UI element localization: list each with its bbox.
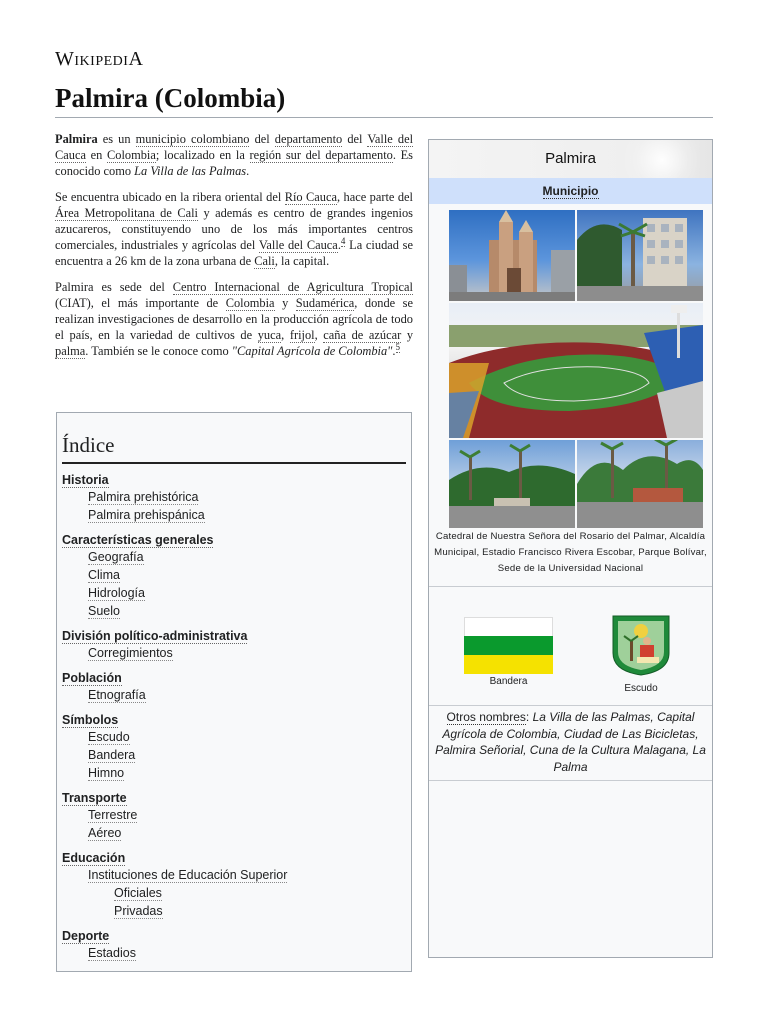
photo-montage[interactable] <box>429 204 712 529</box>
toc-subsubsection-label[interactable]: Oficiales <box>114 886 162 900</box>
link-frijol[interactable]: frijol <box>289 328 315 342</box>
flag-stripe-white <box>464 617 553 636</box>
article-intro <box>55 131 413 369</box>
link-palma[interactable]: palma <box>55 344 86 358</box>
link-cali[interactable]: Cali <box>254 254 275 268</box>
toc-section[interactable] <box>62 790 406 806</box>
toc-subsection-label[interactable]: Bandera <box>88 748 136 762</box>
link-departamento[interactable]: departamento <box>274 132 343 146</box>
toc-section[interactable] <box>62 670 406 686</box>
link-ciat[interactable]: Centro Internacional de Agricultura Tropical <box>172 280 413 294</box>
wordmark-end: A <box>128 48 144 70</box>
toc-section[interactable] <box>62 472 406 488</box>
link-region-sur[interactable]: región sur del departamento <box>249 148 393 162</box>
flag-label: Bandera <box>489 676 528 687</box>
toc-gap <box>62 662 406 668</box>
toc-subsection[interactable] <box>62 806 406 824</box>
infobox-title <box>429 140 712 178</box>
toc-subsection-label[interactable]: Etnografía <box>88 688 146 702</box>
infobox-title-text: Palmira <box>545 150 596 167</box>
toc-subsection-label[interactable]: Estadios <box>88 946 136 960</box>
universidad-nacional-photo[interactable] <box>577 440 703 528</box>
other-names: Otros nombres: La Villa de las Palmas, Capital Agrícola de Colombia, Ciudad de Las Bicicletas, Palmira Señorial, Cuna de la Cultura Malagana, La Palma <box>435 710 706 774</box>
other-names-value: La Villa de las Palmas, Capital Agrícola de Colombia, Ciudad de Las Bicicletas, Palmira Señorial, Cuna de la Cultura Malagana, La Palma <box>435 710 706 774</box>
shield-label: Escudo <box>624 683 658 694</box>
toc-subsection-label[interactable]: Instituciones de Educación Superior <box>88 868 288 882</box>
alcaldia-photo[interactable] <box>577 210 703 301</box>
toc-subsection[interactable] <box>62 764 406 782</box>
parque-bolivar-photo[interactable] <box>449 440 575 528</box>
subject-name: Palmira <box>55 132 98 146</box>
toc-section-label[interactable]: Historia <box>62 473 109 487</box>
toc-subsection[interactable] <box>62 566 406 584</box>
toc-gap <box>62 782 406 788</box>
infobox-subtitle <box>429 178 712 204</box>
link-yuca[interactable]: yuca <box>257 328 282 342</box>
toc-section-label[interactable]: Educación <box>62 851 126 865</box>
link-colombia-2[interactable]: Colombia <box>225 296 275 310</box>
link-municipio[interactable]: municipio colombiano <box>135 132 250 146</box>
wordmark-middle: ikipedi <box>74 48 129 70</box>
toc-subsubsection[interactable] <box>62 902 406 920</box>
symbols-row <box>429 587 712 705</box>
toc-heading: Índice <box>62 433 406 464</box>
other-names-label[interactable]: Otros nombres <box>446 710 526 724</box>
wordmark-initial: W <box>55 48 75 70</box>
toc-list <box>62 472 406 962</box>
intro-paragraph-2: Se encuentra ubicado en la ribera oriental del Río Cauca, hace parte del Área Metropolitana de Cali y además es centro de grandes ingenios azucareros, constituyendo uno de los más importantes centros comerciales, industriales y agrícolas del Valle del Cauca.$^4$ La ciudad se encuentra a 26 km de la zona urbana de Cali, la capital. <box>55 190 414 268</box>
link-valle-del-cauca-2[interactable]: Valle del Cauca <box>258 238 338 252</box>
toc-subsection[interactable] <box>62 488 406 506</box>
infobox-separator-3 <box>429 780 712 781</box>
toc-subsection[interactable] <box>62 944 406 962</box>
toc-subsection-label[interactable]: Escudo <box>88 730 130 744</box>
link-sudamerica[interactable]: Sudamérica <box>295 296 355 310</box>
toc-gap <box>62 620 406 626</box>
coat-of-arms-image[interactable] <box>610 613 672 677</box>
table-of-contents <box>56 412 412 972</box>
intro-paragraph-3: Palmira es sede del Centro Internacional de Agricultura Tropical (CIAT), el más importante de Colombia y Sudamérica, donde se realizan investigaciones de desarrollo en la producción agrícola de todo el país, en la variedad de cultivos de yuca, frijol, caña de azúcar y palma. También se le conoce como "Capital Agrícola de Colombia".$^5$ <box>55 280 414 358</box>
page-title: Palmira (Colombia) <box>55 83 286 113</box>
link-colombia[interactable]: Colombia <box>106 148 156 162</box>
toc-subsection[interactable] <box>62 584 406 602</box>
toc-subsection[interactable] <box>62 548 406 566</box>
link-rio-cauca[interactable]: Río Cauca <box>284 190 337 204</box>
cathedral-photo[interactable] <box>449 210 575 301</box>
toc-subsection-label[interactable]: Aéreo <box>88 826 122 840</box>
reference-5[interactable]: 5 <box>395 341 400 352</box>
toc-gap <box>62 920 406 926</box>
toc-subsection-label[interactable]: Terrestre <box>88 808 138 822</box>
link-valle-del-cauca[interactable]: Valle del Cauca <box>55 132 414 162</box>
toc-section-label[interactable]: Transporte <box>62 791 127 805</box>
toc-subsection-label[interactable]: Suelo <box>88 604 120 618</box>
toc-subsection[interactable] <box>62 644 406 662</box>
toc-section-label[interactable]: Características generales <box>62 533 214 547</box>
title-sunburst-decoration <box>622 140 702 178</box>
toc-subsection[interactable] <box>62 602 406 620</box>
toc-section-label[interactable]: División político-administrativa <box>62 629 248 643</box>
toc-subsubsection[interactable] <box>62 884 406 902</box>
reference-4[interactable]: 4 <box>340 235 346 246</box>
link-cana-de-azucar[interactable]: caña de azúcar <box>323 328 402 342</box>
toc-section[interactable] <box>62 928 406 944</box>
intro-paragraph-1: Palmira es un municipio colombiano del departamento del Valle del Cauca en Colombia; localizado en la región sur del departamento. Es conocido como La Villa de las Palmas. <box>55 132 414 178</box>
toc-subsection-label[interactable]: Geografía <box>88 550 144 564</box>
toc-gap <box>62 524 406 530</box>
toc-subsection-label[interactable]: Palmira prehistórica <box>88 490 199 504</box>
infobox <box>428 139 713 958</box>
link-area-metropolitana[interactable]: Área Metropolitana de Cali <box>55 206 198 220</box>
toc-section[interactable] <box>62 712 406 728</box>
nickname: La Villa de las Palmas <box>134 164 247 178</box>
toc-subsection[interactable] <box>62 506 406 524</box>
photo-caption: Catedral de Nuestra Señora del Rosario del Palmar, Alcaldía Municipal, Estadio Francisco Rivera Escobar, Parque Bolívar, Sede de la Universidad Nacional <box>434 531 707 574</box>
wikipedia-wordmark[interactable] <box>55 48 143 71</box>
toc-subsection-label[interactable]: Palmira prehispánica <box>88 508 205 522</box>
toc-section[interactable] <box>62 628 406 644</box>
toc-subsection[interactable] <box>62 728 406 746</box>
toc-subsection[interactable] <box>62 686 406 704</box>
toc-subsection[interactable] <box>62 746 406 764</box>
toc-gap <box>62 842 406 848</box>
agricultural-nickname: "Capital Agrícola de Colombia" <box>231 344 393 358</box>
flag-stripe-green <box>464 636 553 655</box>
toc-gap <box>62 704 406 710</box>
flag-stripe-yellow <box>464 655 553 674</box>
toc-subsubsection-label[interactable]: Privadas <box>114 904 163 918</box>
toc-section-label[interactable]: Deporte <box>62 929 110 943</box>
toc-subsection-label[interactable]: Corregimientos <box>88 646 173 660</box>
toc-subsection-label[interactable]: Clima <box>88 568 120 582</box>
title-divider <box>55 117 713 118</box>
flag-image[interactable] <box>464 617 553 674</box>
municipio-link[interactable]: Municipio <box>542 184 599 198</box>
toc-section[interactable] <box>62 850 406 866</box>
toc-section-label[interactable]: Símbolos <box>62 713 119 727</box>
toc-section-label[interactable]: Población <box>62 671 122 685</box>
toc-section[interactable] <box>62 532 406 548</box>
stadium-photo[interactable] <box>449 303 703 438</box>
toc-subsection[interactable] <box>62 824 406 842</box>
toc-subsection[interactable] <box>62 866 406 884</box>
toc-subsection-label[interactable]: Himno <box>88 766 125 780</box>
toc-subsection-label[interactable]: Hidrología <box>88 586 145 600</box>
